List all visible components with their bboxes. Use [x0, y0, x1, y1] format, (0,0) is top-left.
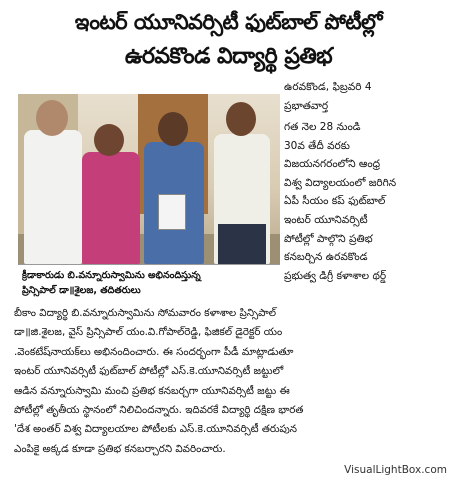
body-line: పోటీల్లో తృతీయ స్థానంలో నిలిచిందన్నారు. ఇదివరకే విద్యార్థి దక్షిణ భారత: [14, 404, 304, 417]
photo-person-4-head: [226, 102, 256, 136]
photo-person-4-trousers: [218, 224, 266, 264]
column-line: విశ్వ విద్యాలయంలో జరిగిన: [284, 176, 397, 189]
news-photo: [18, 94, 280, 264]
body-line: 'దేశ అంతర్ విశ్వ విద్యాలయాల పోటీలకు ఎస్.కె.యూనివర్సిటీ తరుపున: [14, 423, 298, 436]
caption-line-1: క్రీడాకారుడు బి.వన్నూరుస్వామిను అభినందిస్తున్న: [22, 270, 201, 281]
watermark: VisualLightBox.com: [344, 464, 447, 476]
body-line: ఎంపికై అక్కడ కూడా ప్రతిభ కనబర్చారని వివరించారు.: [14, 442, 226, 455]
dateline-place-date: ఉరవకొండ, ఫిబ్రవరి 4: [284, 81, 372, 93]
photo-caption: [18, 264, 280, 304]
column-line: ఏపీ సీయం కప్ ఫుట్‌బాల్: [284, 195, 386, 208]
dateline: [284, 78, 444, 116]
caption-line-2: ప్రిన్సిపాల్ డా॥శైలజ, తదితరులు: [22, 285, 141, 296]
headline-line-2: ఉరవకొండ విద్యార్థి ప్రతిభ: [124, 44, 333, 69]
photo-person-2-head: [94, 124, 124, 156]
body-line: బీకాం విద్యార్థి బి.వన్నూరుస్వామిను సోమవారం కళాశాల ప్రిన్సిపాల్: [14, 307, 277, 319]
column-line: ప్రభుత్వ డిగ్రీ కళాశాల థర్డ్: [284, 269, 387, 282]
body-line: డా॥జి.శైలజ, వైస్ ప్రిన్సిపాల్ యం.వి.గోపాల్‌రెడ్డి, ఫిజికల్ డైరెక్టర్ యం: [14, 326, 283, 339]
photo-person-1-head: [36, 100, 68, 136]
photo-certificate: [158, 194, 186, 230]
body-line: .వెంకటేష్‌నాయక్‌లు అభినందించారు. ఈ సందర్భంగా పీడీ మాట్లాడుతూ: [14, 345, 294, 358]
column-line: ఇంటర్ యూనివర్సిటీ: [284, 213, 368, 226]
column-line: విజయనగరంలోని ఆంధ్ర: [284, 158, 381, 171]
column-line: గత నెల 28 నుండి: [284, 121, 361, 133]
column-line: కనబర్చిన ఉరవకొండ: [284, 251, 368, 264]
body-line: ఆడిన వన్నూరుస్వామి మంచి ప్రతిభ కనబర్చగా యూనివర్సిటీ జట్టు ఈ: [14, 384, 290, 397]
photo-person-2: [82, 152, 140, 264]
body-line: ఇంటర్ యూనివర్సిటీ ఫుట్‌బాల్ పోటీల్లో ఎస్.కె.యూనివర్సిటీ జట్టులో: [14, 365, 284, 378]
photo-person-1: [24, 130, 82, 264]
column-line: 30వ తేదీ వరకు: [284, 139, 350, 152]
article-column-right: [284, 118, 444, 285]
headline-line-1: ఇంటర్ యూనివర్సిటీ ఫుట్‌బాల్ పోటీల్లో: [74, 10, 383, 34]
dateline-source: ప్రభాతవార్త: [284, 100, 329, 112]
article-body: [14, 304, 446, 459]
column-line: పోటీల్లో పాల్గొని ప్రతిభ: [284, 232, 373, 245]
photo-person-3-head: [158, 112, 188, 146]
